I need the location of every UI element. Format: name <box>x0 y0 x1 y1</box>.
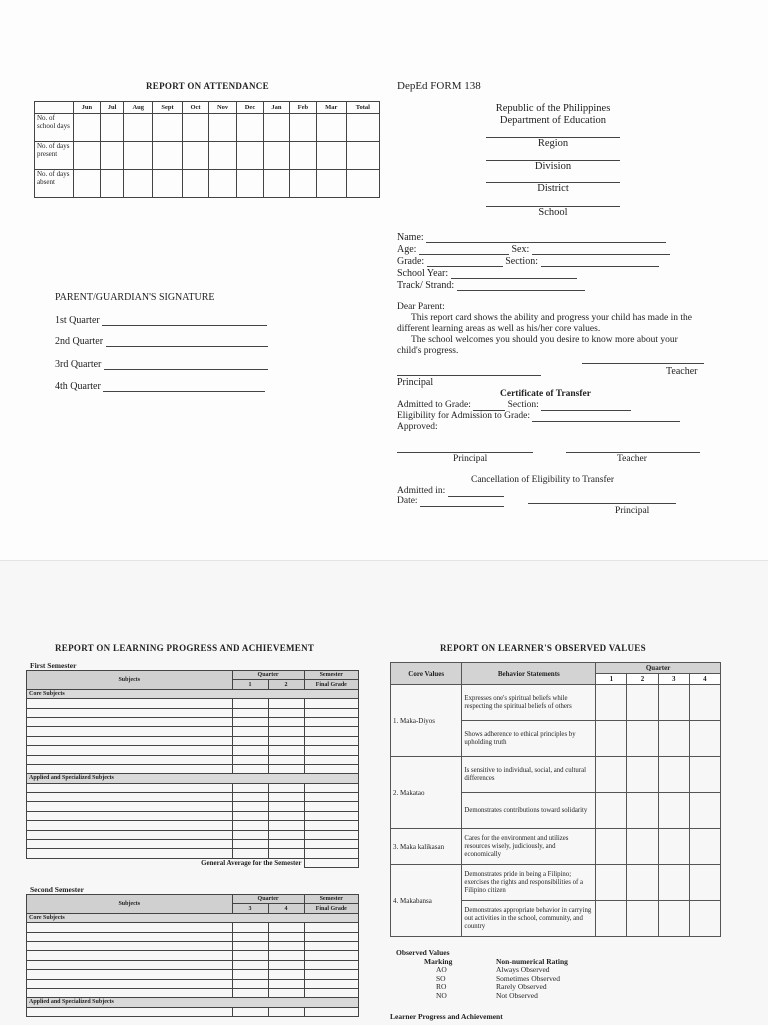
rating-cell[interactable] <box>627 721 658 757</box>
learner-progress-label: Learner Progress and Achievement <box>390 1012 503 1021</box>
date-field[interactable] <box>420 506 504 507</box>
rating-cell[interactable] <box>596 721 627 757</box>
cert-section-label: Section: <box>507 400 539 410</box>
subject-row <box>27 783 359 792</box>
quarter-number: 4 <box>689 674 720 685</box>
name-field[interactable] <box>426 242 666 243</box>
signature-line <box>55 315 267 326</box>
rating-cell[interactable] <box>689 901 720 937</box>
rating-cell[interactable] <box>596 685 627 721</box>
core-value-label: 1. Maka-Diyos <box>391 685 462 757</box>
date-label: Date: <box>397 496 418 506</box>
certificate-title: Certificate of Transfer <box>500 389 591 399</box>
legend-mark: AO <box>436 965 447 974</box>
date-row <box>397 496 504 507</box>
republic-label: Republic of the Philippines <box>495 103 611 114</box>
rating-cell[interactable] <box>689 793 720 829</box>
age-sex-row <box>397 244 670 255</box>
subject-row <box>27 746 359 755</box>
core-subjects-header: Core Subjects <box>27 689 359 698</box>
nonnum-header: Non-numerical Rating <box>496 956 568 966</box>
behavior-statement: Shows adherence to ethical principles by upholding truth <box>462 721 596 757</box>
rating-cell[interactable] <box>689 721 720 757</box>
month-header: Aug <box>124 102 153 114</box>
eligibility-row <box>397 411 680 422</box>
behavior-header: Behavior Statements <box>462 663 596 685</box>
subject-row <box>27 727 359 736</box>
quarter-label: 2nd Quarter <box>55 336 104 347</box>
rating-cell[interactable] <box>658 901 689 937</box>
legend-rating: Always Observed <box>496 965 550 974</box>
school-year-row <box>397 268 577 279</box>
signature-field[interactable] <box>104 369 268 370</box>
final-grade-header: Final Grade <box>304 904 359 913</box>
approved-label: Approved: <box>397 422 438 432</box>
rating-cell[interactable] <box>596 901 627 937</box>
attendance-table <box>34 101 380 198</box>
signature-title: PARENT/GUARDIAN'S SIGNATURE <box>55 292 215 303</box>
subject-row <box>27 708 359 717</box>
principal-signature-line[interactable] <box>397 375 541 376</box>
subject-row <box>27 849 359 858</box>
legend-rating: Not Observed <box>496 990 538 1000</box>
behavior-statement: Demonstrates appropriate behavior in carrying out activities in the school, community, and country <box>462 901 596 937</box>
attendance-row-label: No. of days absent <box>35 170 74 198</box>
name-label: Name: <box>397 232 424 243</box>
second-semester-table <box>26 894 359 1017</box>
signature-line <box>55 336 268 347</box>
second-semester-label: Second Semester <box>30 885 84 894</box>
first-semester-label: First Semester <box>30 661 77 670</box>
eligibility-field[interactable] <box>532 421 680 422</box>
track-label: Track/ Strand: <box>397 280 455 291</box>
rating-cell[interactable] <box>658 757 689 793</box>
subjects-header: Subjects <box>27 895 233 914</box>
quarter-number: 1 <box>596 674 627 685</box>
principal-label: Principal <box>615 506 650 516</box>
subject-row <box>27 811 359 820</box>
division-label: Division <box>486 160 620 172</box>
rating-cell[interactable] <box>658 721 689 757</box>
rating-cell[interactable] <box>627 685 658 721</box>
age-label: Age: <box>397 244 417 255</box>
attendance-row <box>35 142 380 170</box>
name-row <box>397 232 666 243</box>
school-year-label: School Year: <box>397 268 449 279</box>
signature-field[interactable] <box>102 325 267 326</box>
attendance-row-label: No. of school days <box>35 114 74 142</box>
final-grade-header: Final Grade <box>304 680 359 689</box>
behavior-statement: Demonstrates pride in being a Filipino; exercises the rights and responsibilities of a Filipino citizen <box>462 865 596 901</box>
legend-title: Observed Values <box>396 948 450 957</box>
core-values-header: Core Values <box>391 663 462 685</box>
legend-mark: RO <box>436 982 447 991</box>
quarter-label: 1st Quarter <box>55 315 100 326</box>
grade-section-row <box>397 256 659 267</box>
attendance-corner <box>35 102 74 114</box>
month-header: Mar <box>316 102 346 114</box>
eligibility-label: Eligibility for Admission to Grade: <box>397 411 530 421</box>
subject-row <box>27 764 359 773</box>
grade-field[interactable] <box>427 266 503 267</box>
legend-row <box>396 983 568 992</box>
region-label: Region <box>486 137 620 149</box>
learning-title: REPORT ON LEARNING PROGRESS AND ACHIEVEMENT <box>55 643 315 653</box>
age-field[interactable] <box>419 254 509 255</box>
principal-label: Principal <box>453 454 488 464</box>
subject-row <box>27 793 359 802</box>
core-subjects-header: Core Subjects <box>27 913 359 922</box>
rating-cell[interactable] <box>627 865 658 901</box>
admitted-in-label: Admitted in: <box>397 486 446 496</box>
grade-label: Grade: <box>397 256 425 267</box>
rating-cell[interactable] <box>627 793 658 829</box>
subject-row <box>27 840 359 849</box>
observed-values-table <box>390 662 721 937</box>
salutation: Dear Parent: <box>397 302 445 312</box>
quarter-header: Quarter <box>232 671 304 680</box>
teacher-label: Teacher <box>617 454 647 464</box>
subject-row <box>27 923 359 932</box>
month-header: Feb <box>290 102 317 114</box>
district-label: District <box>486 182 620 194</box>
quarter-header: Quarter <box>232 895 304 904</box>
behavior-statement: Is sensitive to individual, social, and cultural differences <box>462 757 596 793</box>
month-header: Jun <box>74 102 101 114</box>
track-field[interactable] <box>457 290 585 291</box>
month-header: Jul <box>100 102 124 114</box>
school-year-field[interactable] <box>451 278 577 279</box>
quarter-label: 4th Quarter <box>55 381 101 392</box>
attendance-row-label: No. of days present <box>35 142 74 170</box>
rating-cell[interactable] <box>596 793 627 829</box>
month-header: Oct <box>182 102 208 114</box>
rating-cell[interactable] <box>658 865 689 901</box>
semester-header: Semester <box>304 671 359 680</box>
principal-signature-line[interactable] <box>528 503 676 504</box>
sex-label: Sex: <box>511 244 530 255</box>
teacher-label: Teacher <box>666 366 698 377</box>
attendance-row <box>35 114 380 142</box>
subject-row <box>27 755 359 764</box>
applied-subjects-header: Applied and Specialized Subjects <box>27 998 359 1007</box>
legend-rating: Sometimes Observed <box>496 973 560 983</box>
rating-cell[interactable] <box>689 685 720 721</box>
rating-cell[interactable] <box>627 829 658 865</box>
letter-paragraph: The school welcomes you should you desire to know more about your child's progress. <box>397 335 678 356</box>
sex-field[interactable] <box>532 254 670 255</box>
rating-cell[interactable] <box>596 865 627 901</box>
subject-row <box>27 699 359 708</box>
quarter-number: 2 <box>627 674 658 685</box>
principal-label: Principal <box>397 377 434 388</box>
signature-line <box>55 359 268 370</box>
legend-row <box>396 992 568 1001</box>
admitted-grade-row <box>397 400 631 411</box>
subject-row <box>27 960 359 969</box>
behavior-statement: Cares for the environment and utilizes resources wisely, judiciously, and economically <box>462 829 596 865</box>
school-label: School <box>486 206 620 218</box>
rating-cell[interactable] <box>689 829 720 865</box>
quarter-number: 1 <box>232 680 268 689</box>
rating-cell[interactable] <box>658 793 689 829</box>
quarter-number: 4 <box>268 904 304 913</box>
observed-values-legend <box>396 949 568 1000</box>
parent-letter <box>397 302 702 357</box>
behavior-statement: Expresses one's spiritual beliefs while respecting the spiritual beliefs of others <box>462 685 596 721</box>
subject-row <box>27 830 359 839</box>
quarter-header: Quarter <box>596 663 721 674</box>
core-value-label: 2. Makatao <box>391 757 462 829</box>
rating-cell[interactable] <box>596 829 627 865</box>
subject-row <box>27 951 359 960</box>
legend-rating: Rarely Observed <box>496 982 547 991</box>
rating-cell[interactable] <box>658 685 689 721</box>
semester-header: Semester <box>304 895 359 904</box>
month-header: Total <box>346 102 379 114</box>
quarter-label: 3rd Quarter <box>55 359 102 370</box>
quarter-number: 3 <box>658 674 689 685</box>
subject-row <box>27 941 359 950</box>
month-header: Jan <box>263 102 289 114</box>
track-row <box>397 280 585 291</box>
rating-cell[interactable] <box>658 829 689 865</box>
subject-row <box>27 1007 359 1016</box>
month-header: Dec <box>237 102 264 114</box>
legend-mark: SO <box>436 973 446 983</box>
subject-row <box>27 736 359 745</box>
quarter-number: 3 <box>232 904 268 913</box>
behavior-statement: Demonstrates contributions toward solidarity <box>462 793 596 829</box>
issuer-block <box>486 103 620 127</box>
quarter-number: 2 <box>268 680 304 689</box>
signature-field[interactable] <box>103 391 265 392</box>
admitted-grade-label: Admitted to Grade: <box>397 400 471 410</box>
rating-cell[interactable] <box>627 757 658 793</box>
rating-cell[interactable] <box>689 865 720 901</box>
core-value-label: 4. Makabansa <box>391 865 462 937</box>
subject-row <box>27 821 359 830</box>
subject-row <box>27 717 359 726</box>
attendance-row <box>35 170 380 198</box>
section-field[interactable] <box>541 266 659 267</box>
attendance-title: REPORT ON ATTENDANCE <box>146 81 269 91</box>
subject-row <box>27 932 359 941</box>
department-label: Department of Education <box>499 115 607 126</box>
principal-signature-line[interactable] <box>397 452 533 453</box>
month-header: Sept <box>153 102 183 114</box>
teacher-signature-line[interactable] <box>582 363 704 364</box>
form-number: DepEd FORM 138 <box>397 80 481 92</box>
subjects-header: Subjects <box>27 671 233 690</box>
subject-row <box>27 970 359 979</box>
values-title: REPORT ON LEARNER'S OBSERVED VALUES <box>440 643 646 653</box>
general-average-cell[interactable] <box>304 858 359 867</box>
subject-row <box>27 979 359 988</box>
rating-cell[interactable] <box>689 757 720 793</box>
rating-cell[interactable] <box>596 757 627 793</box>
signature-line <box>55 381 265 392</box>
subject-row <box>27 988 359 997</box>
marking-header: Marking <box>424 956 453 966</box>
month-header: Nov <box>209 102 237 114</box>
letter-paragraph: This report card shows the ability and progress your child has made in the different learning areas as well as his/her core values. <box>397 313 692 334</box>
section-label: Section: <box>505 256 538 267</box>
core-value-label: 3. Maka kalikasan <box>391 829 462 865</box>
general-average-label: General Average for the Semester <box>201 859 302 868</box>
subject-row <box>27 802 359 811</box>
first-semester-table <box>26 670 359 868</box>
teacher-signature-line[interactable] <box>566 452 700 453</box>
legend-mark: NO <box>436 990 447 1000</box>
cancellation-title: Cancellation of Eligibility to Transfer <box>471 475 615 485</box>
applied-subjects-header: Applied and Specialized Subjects <box>27 774 359 783</box>
signature-field[interactable] <box>106 346 268 347</box>
rating-cell[interactable] <box>627 901 658 937</box>
